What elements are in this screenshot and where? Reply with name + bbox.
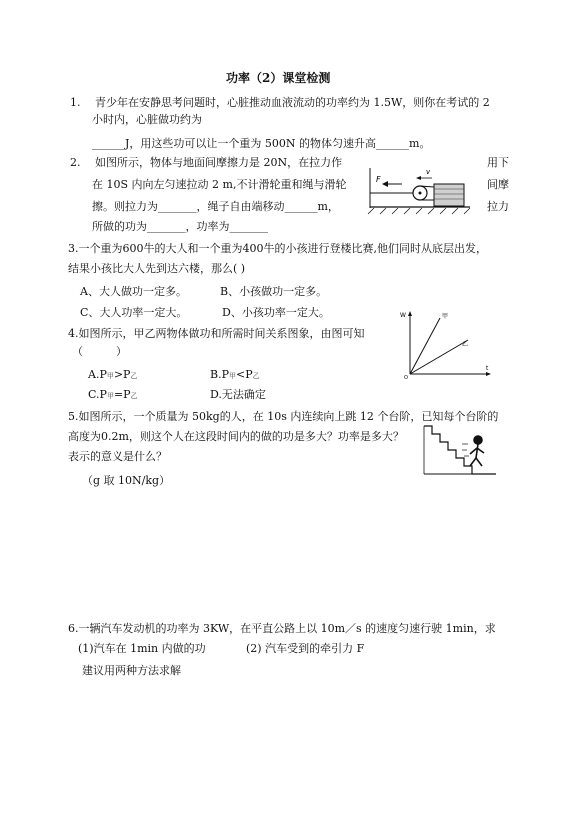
q5-line3: 表示的意义是什么？ bbox=[68, 450, 167, 463]
pulley-figure bbox=[362, 160, 474, 216]
velocity-label: v bbox=[426, 168, 431, 176]
q3-option-b: B、小孩做功一定多。 bbox=[220, 285, 328, 298]
q2-line1: 2. 如图所示，物体与地面间摩擦力是 20N，在拉力作 bbox=[70, 156, 343, 169]
q4-option-d: D.无法确定 bbox=[210, 388, 266, 401]
block bbox=[434, 184, 464, 206]
q5-line1: 5.如图所示，一个质量为 50kg的人，在 10s 内连续向上跳 12 个台阶，已知每个台阶的 bbox=[68, 410, 499, 423]
work-time-graph bbox=[400, 308, 496, 380]
graph-t-label: t bbox=[486, 365, 489, 372]
graph-origin-label: O bbox=[404, 375, 408, 381]
q2-line3: 擦。则拉力为_______，绳子自由端移动______m， bbox=[92, 200, 339, 213]
force-label: F bbox=[376, 175, 381, 184]
q6-sub2: (2) 汽车受到的牵引力 F bbox=[246, 642, 365, 655]
q2-line1-right: 用下 bbox=[487, 156, 509, 169]
page-title: 功率（2）课堂检测 bbox=[226, 71, 331, 85]
q2-line4: 所做的功为_______，功率为_______ bbox=[92, 220, 268, 233]
q2-line2-right: 间摩 bbox=[487, 178, 509, 191]
graph-jia-label: 甲 bbox=[442, 313, 449, 320]
q2-line2: 在 10S 内向左匀速拉动 2 m,不计滑轮重和绳与滑轮 bbox=[92, 178, 347, 191]
q5-line2: 高度为0.2m，则这个人在这段时间内的做的功是多大？功率是多大？ bbox=[68, 430, 404, 443]
q3-option-a: A、大人做功一定多。 bbox=[80, 285, 187, 298]
q2-line3-right: 拉力 bbox=[487, 200, 509, 213]
graph-w-label: W bbox=[400, 312, 406, 319]
q3-line1: 3.一个重为600牛的大人和一个重为400牛的小孩进行登楼比赛,他们同时从底层出发， bbox=[68, 242, 487, 255]
q6-line3: 建议用两种方法求解 bbox=[82, 664, 181, 677]
q1-line3: ______J，用这些功可以让一个重为 500N 的物体匀速升高______m。 bbox=[92, 137, 431, 150]
q1-line1: 1. 青少年在安静思考问题时，心脏推动血液流动的功率约为 1.5W，则你在考试的 2 bbox=[70, 96, 490, 109]
motion-marks bbox=[462, 444, 469, 456]
q3-line2: 结果小孩比大人先到达六楼，那么( ) bbox=[68, 262, 246, 275]
person-figure bbox=[470, 436, 484, 466]
q4-option-b: B.P甲<P乙 bbox=[210, 368, 260, 381]
graph-yi-label: 乙 bbox=[462, 341, 469, 348]
q3-option-c: C、大人功率一定大。 bbox=[80, 306, 188, 319]
q4-option-a: A.P甲>P乙 bbox=[88, 368, 138, 381]
stairs bbox=[424, 426, 496, 474]
q3-option-d: D、小孩功率一定大。 bbox=[222, 306, 330, 319]
q4-line2: （ ） bbox=[72, 345, 127, 358]
q6-line1: 6.一辆汽车发动机的功率为 3KW，在平直公路上以 10m／s 的速度匀速行驶 1min，求 bbox=[68, 622, 496, 635]
q4-line1: 4.如图所示，甲乙两物体做功和所需时间关系图象，由图可知 bbox=[68, 327, 365, 340]
q6-sub1: (1)汽车在 1min 内做的功 bbox=[78, 642, 206, 655]
q1-line2: 小时内，心脏做功约为 bbox=[92, 113, 202, 126]
q5-line4: （g 取 10N/kg） bbox=[82, 474, 171, 487]
stairs-figure bbox=[420, 420, 500, 484]
q4-option-c: C.P甲=P乙 bbox=[88, 388, 138, 401]
